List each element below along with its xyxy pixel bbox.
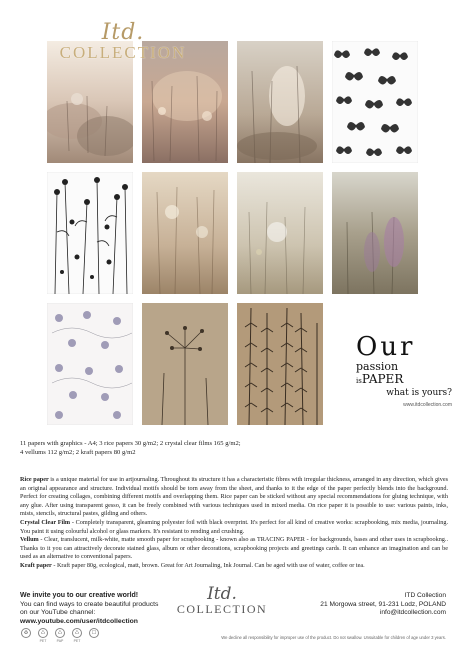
rice-paper-description	[20, 476, 448, 519]
paper-tile-floral-color	[47, 303, 133, 425]
logo-bottom-collection: COLLECTION	[176, 602, 268, 616]
company-address: 21 Morgowa street, 91-231 Lodz, POLAND	[320, 600, 446, 608]
crystal-film-term: Crystal Clear Film	[20, 518, 71, 526]
pet-icon: ♺ PET	[39, 630, 47, 643]
tagline-url[interactable]: www.itdcollection.com	[403, 402, 452, 408]
brand-logo-top	[38, 22, 208, 72]
product-contents	[20, 439, 350, 457]
paper-tile-flowers-bw	[47, 172, 133, 294]
brand-logo-bottom	[172, 585, 272, 625]
tagline-what-is-yours: what is yours?	[386, 388, 452, 398]
vellum-term: Vellum	[20, 536, 39, 544]
vellum-text: - Clear, translucent, milk-white, matte smooth paper for scrapbooking - known also as TRACING PAPER - for backgrounds, bases and other uses in scrapbookng.. Thanks to it you can attractively decorate stained glass, album or other decorations, scrapbooking projects and greetings cards. It can enhance an imagination and can be used as an alternative to conventional papers.	[20, 536, 448, 561]
rice-paper-text: is a unique material for use in artjournaling. Throughout its structure it has a characteristic fibres with irregular thickness, arranged in any direction, which gives an original appearance and structure. Individual motifs should be torn away from the sheet, and thanks to it the edge of the paper perfectly blends into the background. Perfect for creating collages, combining different motifs and overlapping them. Rice paper can be sticked without any special recommendations for gluing technique, with any glue. After using transparent gesso, it can be freely combined with various techniques used in mixed media. On rice paper it is possible to use: various paints, inks, mists, stencils, structural pastes, gilding and others.	[20, 476, 448, 518]
paper-tile-7	[332, 172, 418, 294]
pet-icon-2: ♺ PET	[73, 630, 81, 643]
company-name: ITD Collection	[404, 592, 446, 599]
certification-icons	[20, 628, 100, 643]
tagline-is: is	[356, 377, 362, 385]
crystal-film-text: - Completely transparent, gleaming polyester foil with black overprint. It's perfect for all kind of creative works: scrapbooking, mix media, journaling. You paint it using colourful alcohol or glass markers. It's resistant to rending and crushing.	[20, 518, 448, 535]
kraft-paper-term: Kraft paper	[20, 561, 52, 569]
contents-line-1: 11 papers with graphics - A4; 3 rice papers 30 g/m2; 2 crystal clear films 165 g/m2;	[20, 440, 241, 447]
contents-line-2: 4 vellums 112 g/m2; 2 kraft papers 80 g/m2	[20, 449, 136, 456]
tagline-our: Our	[356, 332, 416, 362]
tagline-passion: passion	[356, 360, 399, 373]
tagline	[356, 334, 456, 408]
paper-tile-kraft-ferns	[237, 303, 323, 425]
ce-icon: ☐	[88, 628, 100, 639]
kraft-paper-description	[20, 562, 448, 571]
invite-line-1: You can find ways to create beautiful products	[20, 600, 159, 608]
tagline-paper: PAPER	[361, 372, 404, 386]
logo-itd-text: Itd.	[101, 20, 145, 45]
paper-tile-6	[237, 172, 323, 294]
paper-tile-5	[142, 172, 228, 294]
invite-line-2: on our YouTube channel:	[20, 609, 96, 617]
kraft-paper-text: - Kraft paper 80g, ecological, matt, brown. Great for Art Journaling, Ink Journal. Can be aged with use of water, coffee or tea.	[51, 561, 365, 569]
logo-bottom-itd: Itd.	[207, 584, 237, 604]
vellum-description	[20, 536, 448, 562]
logo-collection-text: COLLECTION	[59, 43, 187, 62]
company-email[interactable]: info@itdcollection.com	[379, 609, 446, 617]
pap-icon: ♺ PAP	[56, 630, 64, 643]
recycle-icon: ♻	[20, 628, 32, 639]
youtube-link[interactable]: www.youtube.com/user/itdcollection	[20, 617, 138, 625]
paper-tile-3	[237, 41, 323, 163]
tagline-is-paper	[356, 373, 456, 388]
safety-disclaimer: We decline all responsibility for improper use of the product. Do not swallow. Unsuitable for children of age under 3 years.	[221, 635, 446, 640]
company-info	[276, 592, 446, 618]
paper-tile-butterflies	[332, 41, 418, 163]
material-descriptions	[20, 476, 448, 571]
paper-tile-kraft-flower	[142, 303, 228, 425]
invite-heading: We invite you to our creative world!	[20, 592, 139, 599]
crystal-film-description	[20, 519, 448, 536]
rice-paper-term: Rice paper	[20, 476, 49, 483]
youtube-invite	[20, 592, 180, 626]
